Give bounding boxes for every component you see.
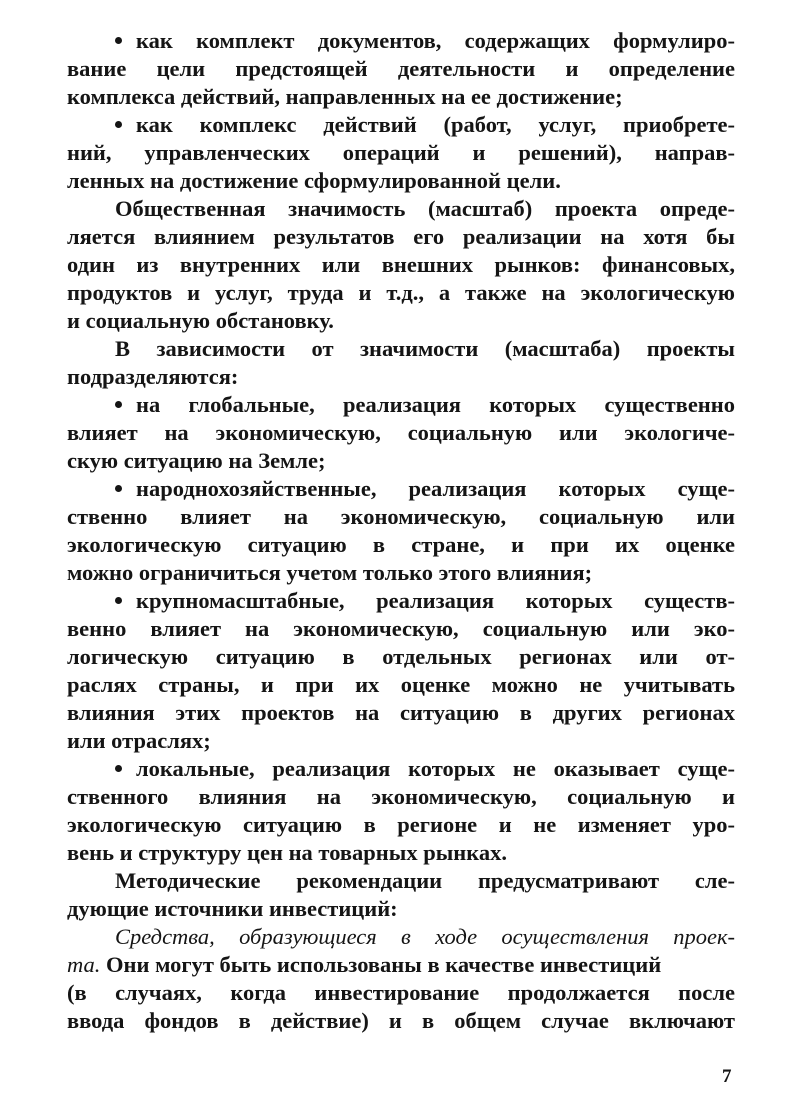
paragraph-methodical: [67, 867, 735, 923]
text-line: венно влияет на экономическую, социальную или эко-: [67, 616, 735, 641]
bullet-item: [67, 587, 735, 755]
bullet-icon: [115, 121, 122, 128]
text-line: логическую ситуацию в отдельных регионах или от-: [67, 644, 735, 669]
text-line: локальные, реализация которых не оказывает суще-: [136, 756, 735, 781]
paragraph-significance: [67, 195, 735, 335]
bullet-icon: [115, 485, 122, 492]
text-line: крупномасштабные, реализация которых существ-: [136, 588, 735, 613]
bullet-item: [67, 391, 735, 475]
text-line: ственно влияет на экономическую, социальную или: [67, 504, 735, 529]
text-line: комплекса действий, направленных на ее достижение;: [67, 84, 623, 109]
text-line: ленных на достижение сформулированной цели.: [67, 168, 561, 193]
bullet-icon: [115, 765, 122, 772]
italic-text-fragment: та.: [67, 952, 101, 977]
bullet-icon: [115, 597, 122, 604]
text-line: на глобальные, реализация которых существенно: [136, 392, 735, 417]
text-line: экологическую ситуацию в стране, и при их оценке: [67, 532, 735, 557]
text-line: можно ограничиться учетом только этого влияния;: [67, 560, 593, 585]
text-line: вень и структуру цен на товарных рынках.: [67, 840, 507, 865]
text-line: один из внутренних или внешних рынков: финансовых,: [67, 252, 735, 277]
text-line: Методические рекомендации предусматривают сле-: [115, 868, 735, 893]
text-line: дующие источники инвестиций:: [67, 896, 398, 921]
text-line: влияния этих проектов на ситуацию в других регионах: [67, 700, 735, 725]
bullet-item: [67, 27, 735, 111]
text-line: подразделяются:: [67, 364, 239, 389]
text-line: раслях страны, и при их оценке можно не учитывать: [67, 672, 735, 697]
text-line: ний, управленческих операций и решений), направ-: [67, 140, 735, 165]
text-line: продуктов и услуг, труда и т.д., а также на экологическую: [67, 280, 735, 305]
text-line: и социальную обстановку.: [67, 308, 334, 333]
text-line: вание цели предстоящей деятельности и определение: [67, 56, 735, 81]
paragraph-funds: [67, 923, 735, 1035]
text-line: ляется влиянием результатов его реализации на хотя бы: [67, 224, 735, 249]
page-number: 7: [722, 1066, 732, 1087]
paragraph-dependence: [67, 335, 735, 391]
bullet-item: [67, 475, 735, 587]
bullet-icon: [115, 401, 122, 408]
bullet-item: [67, 755, 735, 867]
italic-text-line: Средства, образующиеся в ходе осуществления проек-: [115, 924, 735, 949]
text-line: ственного влияния на экономическую, социальную и: [67, 784, 735, 809]
text-line: как комплект документов, содержащих формулиро-: [136, 28, 735, 53]
bullet-icon: [115, 37, 122, 44]
document-page: [67, 27, 735, 1035]
text-line: или отраслях;: [67, 728, 211, 753]
text-line: (в случаях, когда инвестирование продолжается после: [67, 980, 735, 1005]
text-line: Общественная значимость (масштаб) проекта опреде-: [115, 196, 735, 221]
text-line: влияет на экономическую, социальную или экологиче-: [67, 420, 735, 445]
text-line: Они могут быть использованы в качестве инвестиций: [100, 952, 662, 977]
text-line: экологическую ситуацию в регионе и не изменяет уро-: [67, 812, 735, 837]
text-line: скую ситуацию на Земле;: [67, 448, 326, 473]
text-line: ввода фондов в действие) и в общем случае включают: [67, 1008, 735, 1033]
bullet-item: [67, 111, 735, 195]
text-line: как комплекс действий (работ, услуг, приобрете-: [136, 112, 735, 137]
text-line: В зависимости от значимости (масштаба) проекты: [115, 336, 735, 361]
text-line: народнохозяйственные, реализация которых суще-: [136, 476, 735, 501]
